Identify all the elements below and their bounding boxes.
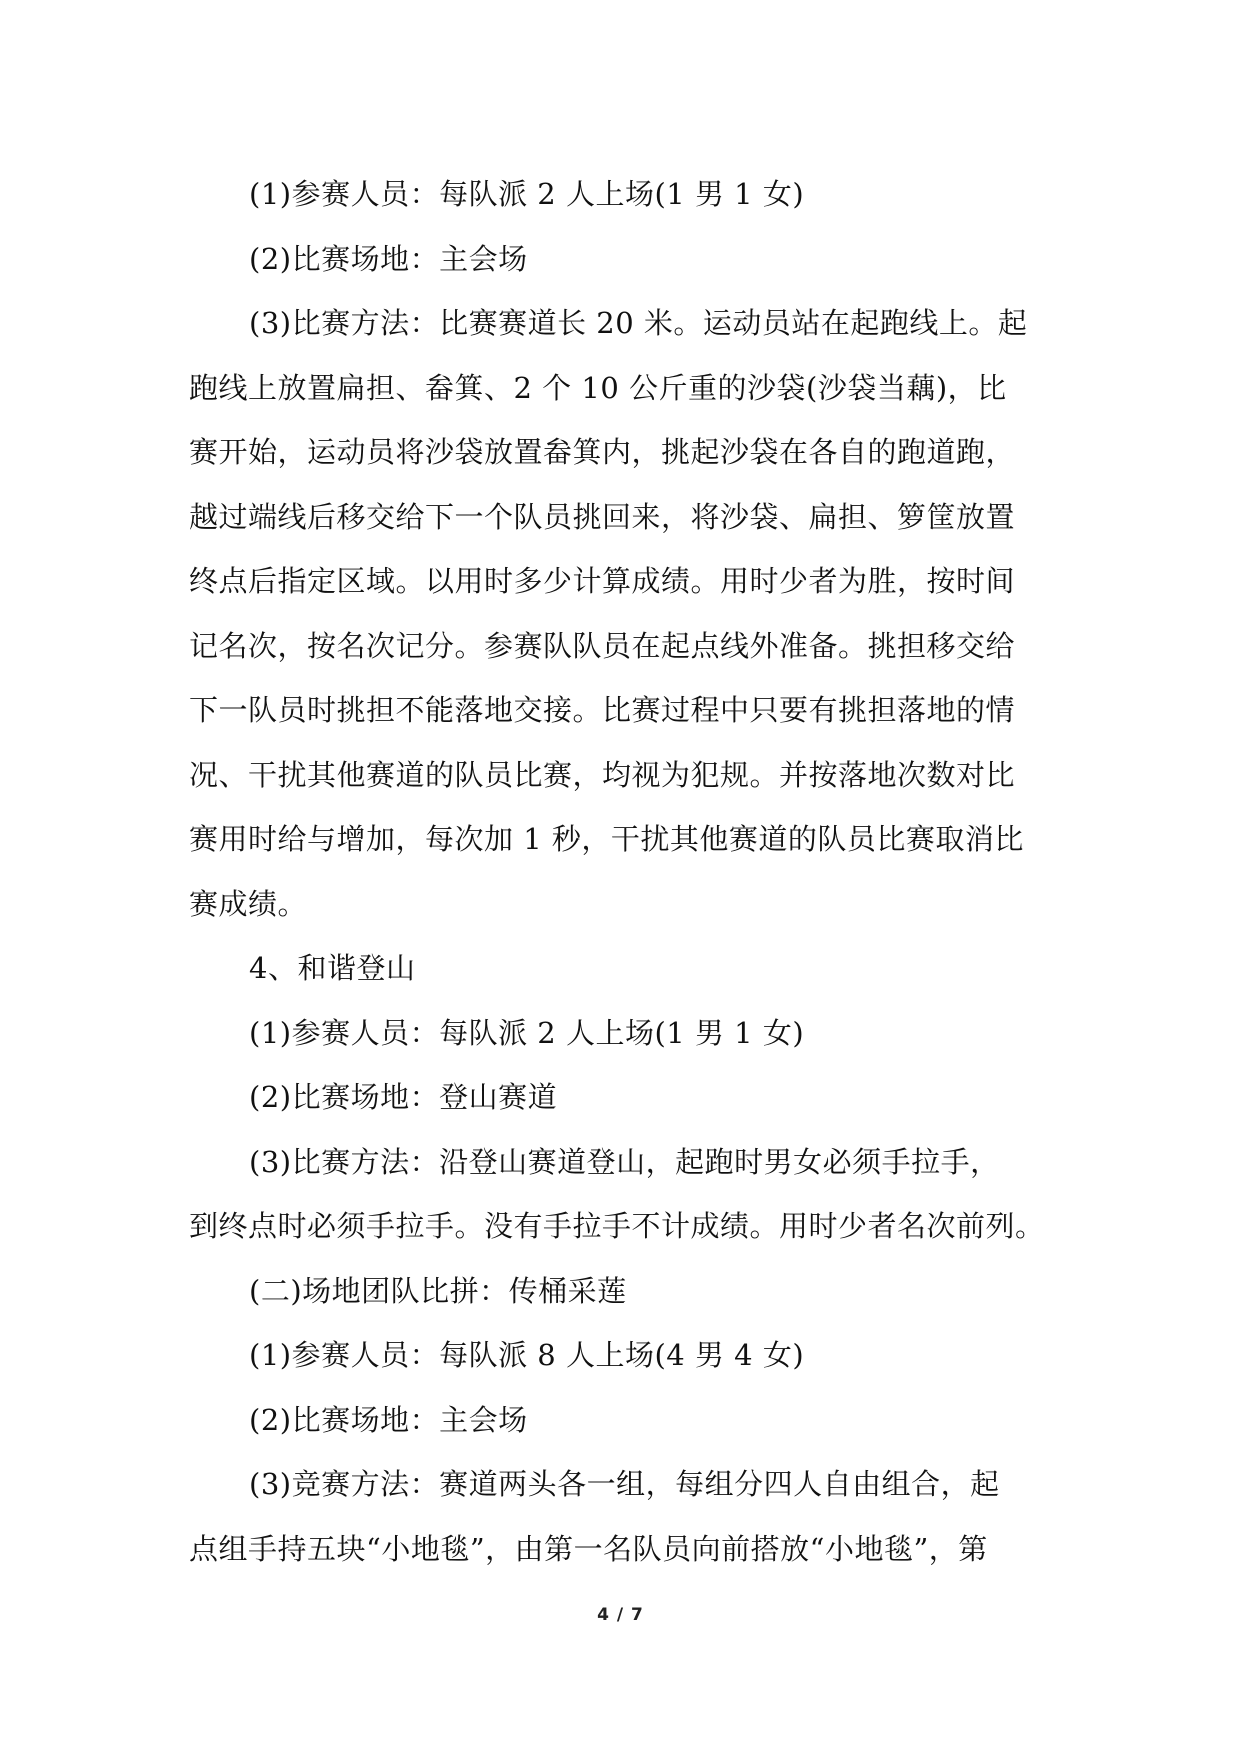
page-number: 4 / 7 xyxy=(597,1605,644,1625)
paragraph-line: (1)参赛人员：每队派 2 人上场(1 男 1 女) xyxy=(249,1015,805,1050)
paragraph-line: 赛用时给与增加，每次加 1 秒，干扰其他赛道的队员比赛取消比 xyxy=(189,822,1024,856)
paragraph-line: (1)参赛人员：每队派 2 人上场(1 男 1 女) xyxy=(249,177,805,211)
paragraph-line: (2)比赛场地：主会场 xyxy=(249,241,528,276)
section-heading: 4、和谐登山 xyxy=(249,951,416,985)
paragraph-line: 点组手持五块“小地毯”，由第一名队员向前搭放“小地毯”，第 xyxy=(189,1531,988,1566)
paragraph-line: (3)比赛方法：沿登山赛道登山，起跑时男女必须手拉手， xyxy=(249,1144,1000,1179)
document-body xyxy=(189,162,1055,1581)
paragraph-line: (1)参赛人员：每队派 8 人上场(4 男 4 女) xyxy=(249,1338,805,1372)
paragraph-line: 下一队员时挑担不能落地交接。比赛过程中只要有挑担落地的情 xyxy=(189,693,1016,727)
paragraph-line: (3)竞赛方法：赛道两头各一组，每组分四人自由组合，起 xyxy=(249,1467,1000,1501)
paragraph-line: (2)比赛场地：主会场 xyxy=(249,1402,528,1437)
paragraph-line: 赛成绩。 xyxy=(189,886,308,921)
paragraph-line: 终点后指定区域。以用时多少计算成绩。用时少者为胜，按时间 xyxy=(189,564,1016,598)
paragraph-line: 到终点时必须手拉手。没有手拉手不计成绩。用时少者名次前列。 xyxy=(189,1209,1045,1243)
paragraph-line: 赛开始，运动员将沙袋放置畚箕内，挑起沙袋在各自的跑道跑， xyxy=(189,435,1016,469)
paragraph-line: 跑线上放置扁担、畚箕、2 个 10 公斤重的沙袋(沙袋当藕)，比 xyxy=(189,370,1007,405)
paragraph-line: (3)比赛方法：比赛赛道长 20 米。运动员站在起跑线上。起 xyxy=(249,306,1028,340)
paragraph-line: 况、干扰其他赛道的队员比赛，均视为犯规。并按落地次数对比 xyxy=(189,757,1016,792)
section-heading: (二)场地团队比拼：传桶采莲 xyxy=(249,1273,627,1308)
paragraph-line: 越过端线后移交给下一个队员挑回来，将沙袋、扁担、箩筐放置 xyxy=(189,499,1016,534)
paragraph-line: (2)比赛场地：登山赛道 xyxy=(249,1080,558,1114)
paragraph-line: 记名次，按名次记分。参赛队队员在起点线外准备。挑担移交给 xyxy=(189,628,1016,663)
